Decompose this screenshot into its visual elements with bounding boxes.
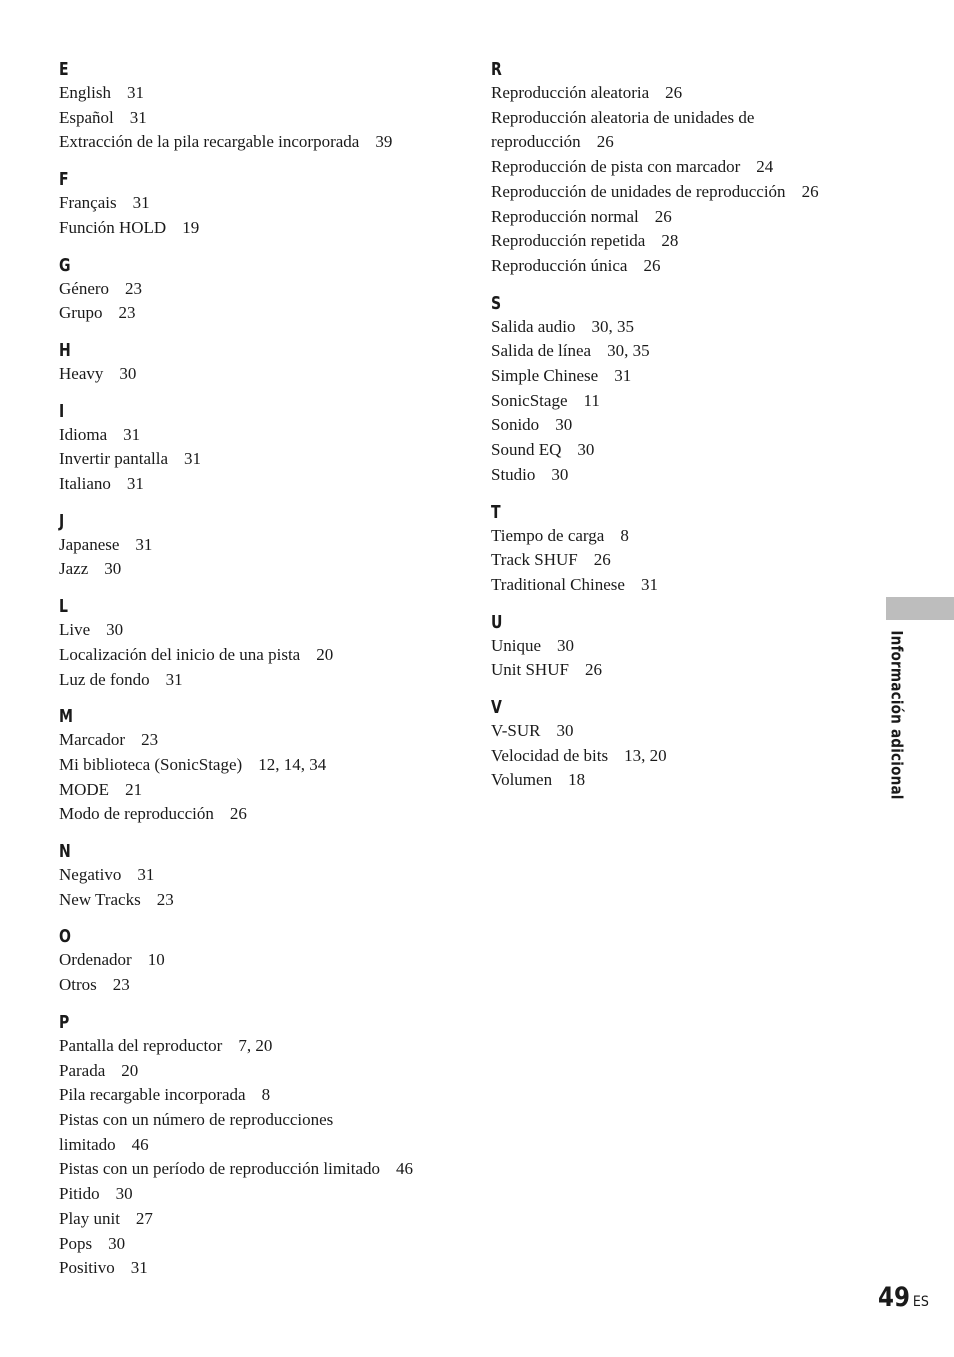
- index-entry: [59, 191, 459, 216]
- index-entry: [59, 557, 459, 582]
- index-entry-term: English: [59, 83, 111, 102]
- index-entry-term: Unique: [491, 635, 542, 655]
- index-entry-term: Sonido: [491, 415, 540, 435]
- index-entry-pages: 30: [115, 1184, 133, 1204]
- index-entry-pages: 30: [577, 440, 595, 460]
- section-letter: I: [59, 400, 65, 422]
- section-letter: U: [491, 611, 503, 633]
- page-language-code: ES: [912, 1294, 929, 1310]
- index-entry: [491, 106, 871, 155]
- index-entry-term-continuation: reproducción: [491, 132, 581, 152]
- index-entry-pages: 46: [396, 1159, 414, 1179]
- index-entry-pages: 28: [661, 231, 679, 251]
- index-entry-pages: 30: [106, 620, 124, 640]
- index-entry-pages: 24: [756, 157, 774, 177]
- index-entry-pages: 30: [119, 363, 137, 383]
- index-entry-pages: 26: [801, 181, 819, 201]
- index-entry-pages: 8: [620, 525, 629, 545]
- index-entry-term: Volumen: [491, 770, 553, 790]
- index-entry-term: Luz de fondo: [59, 669, 150, 689]
- index-entry: [491, 254, 871, 279]
- index-entry: [59, 863, 459, 888]
- index-entry-term: Reproducción normal: [491, 206, 639, 226]
- index-entry-term: Grupo: [59, 303, 103, 323]
- index-entry-term: Unit SHUF: [491, 660, 569, 680]
- index-entry-pages: 11: [583, 390, 600, 410]
- index-entry: [491, 438, 871, 463]
- index-section-p: [59, 1011, 459, 1281]
- index-entry-term: Studio: [491, 464, 536, 484]
- index-entry-pages: 26: [593, 550, 611, 570]
- index-entry: [59, 1182, 459, 1207]
- index-entry-term: Ordenador: [59, 950, 132, 970]
- index-entry: [491, 768, 871, 793]
- index-entry: [59, 277, 459, 302]
- index-entry: [59, 1108, 459, 1157]
- index-entry-pages: 31: [137, 865, 155, 885]
- index-entry-term: Heavy: [59, 363, 104, 383]
- index-entry-pages: 30, 35: [607, 341, 650, 361]
- index-entry: [59, 1034, 459, 1059]
- index-entry-term: Reproducción repetida: [491, 231, 646, 251]
- section-letter: F: [59, 169, 69, 191]
- index-entry-term: Jazz: [59, 559, 89, 579]
- index-entry: [491, 81, 871, 106]
- index-entry-pages: 12, 14, 34: [258, 754, 327, 774]
- index-entry-pages: 21: [125, 779, 143, 799]
- index-entry-term: Play unit: [59, 1208, 120, 1228]
- index-entry: [59, 216, 459, 241]
- section-letter: N: [59, 841, 71, 863]
- index-entry-pages: 30, 35: [591, 316, 635, 336]
- index-entry-pages: 10: [147, 950, 165, 970]
- section-letter: O: [59, 926, 71, 948]
- index-entry-term: Reproducción de unidades de reproducción: [491, 181, 786, 201]
- index-section-i: [59, 400, 459, 497]
- index-entry: [59, 447, 459, 472]
- index-entry: [59, 643, 459, 668]
- index-entry-pages: 26: [654, 206, 672, 226]
- index-entry-term: Pantalla del reproductor: [59, 1035, 223, 1055]
- index-entry-pages: 30: [108, 1233, 126, 1253]
- index-entry-pages: 26: [584, 660, 602, 680]
- index-entry: [491, 229, 871, 254]
- index-entry-term: Japanese: [59, 534, 120, 554]
- index-entry-pages: 31: [126, 474, 144, 494]
- index-entry-pages: 23: [118, 303, 136, 323]
- index-entry-term: Français: [59, 193, 117, 213]
- index-entry-term: Salida de línea: [491, 341, 592, 361]
- index-entry-term: Mi biblioteca (SonicStage): [59, 754, 243, 774]
- index-entry: [59, 802, 459, 827]
- index-entry: [59, 81, 459, 106]
- index-entry-pages: 23: [141, 730, 159, 750]
- index-entry: [491, 205, 871, 230]
- index-entry: [59, 1059, 459, 1084]
- index-entry-pages: 30: [557, 635, 575, 655]
- index-entry-term: Pistas con un período de reproducción limitado: [59, 1159, 381, 1179]
- index-section-s: [491, 292, 871, 488]
- index-entry-pages: 30: [556, 721, 574, 741]
- section-side-label: [888, 615, 907, 814]
- index-entry-term: Parada: [59, 1060, 106, 1080]
- index-entry-term: Positivo: [59, 1258, 115, 1278]
- index-entry: [491, 339, 871, 364]
- section-letter: R: [491, 59, 502, 80]
- index-entry: [491, 315, 871, 340]
- index-entry-term: Live: [59, 620, 91, 640]
- index-section-l: [59, 595, 459, 692]
- index-entry-term: Extracción de la pila recargable incorporada: [59, 132, 360, 152]
- index-entry: [59, 130, 459, 155]
- index-entry-term: Track SHUF: [491, 550, 578, 570]
- index-entry-term: Pops: [59, 1233, 93, 1253]
- index-section-t: [491, 501, 871, 598]
- index-entry-term: Traditional Chinese: [491, 574, 625, 594]
- index-entry: [491, 634, 871, 659]
- index-entry-pages: 39: [375, 132, 393, 152]
- section-letter: T: [491, 501, 501, 523]
- index-entry-term: Género: [59, 278, 110, 298]
- index-section-v: [491, 696, 871, 793]
- index-entry: [59, 753, 459, 778]
- index-entry: [59, 1157, 459, 1182]
- index-entry: [491, 155, 871, 180]
- index-entry-term: SonicStage: [491, 390, 568, 410]
- index-entry-pages: 31: [165, 669, 183, 689]
- index-entry-term: Simple Chinese: [491, 366, 599, 386]
- index-entry-pages: 20: [316, 644, 334, 664]
- index-entry-pages: 26: [229, 804, 247, 824]
- index-entry-term: Tiempo de carga: [491, 525, 605, 545]
- index-entry-term: Reproducción aleatoria de unidades de: [491, 107, 755, 127]
- index-entry: [59, 1207, 459, 1232]
- index-entry-pages: 31: [132, 193, 150, 213]
- index-entry: [59, 472, 459, 497]
- index-entry: [59, 973, 459, 998]
- index-entry-term: Italiano: [59, 474, 111, 494]
- index-entry: [491, 389, 871, 414]
- index-entry-term-continuation: limitado: [59, 1134, 116, 1154]
- index-entry: [59, 1256, 459, 1281]
- index-entry-term: Negativo: [59, 865, 122, 885]
- section-letter: P: [59, 1011, 70, 1033]
- index-entry-pages: 8: [261, 1085, 271, 1105]
- section-letter: J: [59, 510, 65, 532]
- section-letter: G: [59, 254, 71, 276]
- index-entry: [59, 778, 459, 803]
- index-section-h: [59, 339, 459, 387]
- index-entry-pages: 31: [129, 107, 147, 127]
- index-entry-pages: 13, 20: [624, 745, 667, 765]
- index-entry-pages: 31: [184, 449, 202, 469]
- section-letter: H: [59, 339, 71, 361]
- index-entry-pages: 31: [130, 1258, 148, 1278]
- index-entry-term: Español: [59, 107, 114, 127]
- index-entry-pages: 30: [104, 559, 122, 579]
- index-entry: [491, 180, 871, 205]
- section-letter: V: [491, 697, 502, 719]
- index-entry: [491, 658, 871, 683]
- index-entry-pages: 30: [551, 464, 569, 484]
- index-section-e: [59, 58, 459, 155]
- index-entry: [59, 1232, 459, 1257]
- index-entry-term: Velocidad de bits: [491, 745, 609, 765]
- index-entry-pages: 26: [643, 255, 661, 275]
- index-section-g: [59, 254, 459, 326]
- index-section-m: [59, 705, 459, 827]
- index-entry: [59, 106, 459, 131]
- index-entry: [59, 423, 459, 448]
- index-entry: [491, 364, 871, 389]
- section-letter: L: [59, 596, 68, 618]
- index-entry-pages: 46: [131, 1134, 149, 1154]
- index-entry-pages: 26: [596, 132, 614, 152]
- index-entry-term: Reproducción de pista con marcador: [491, 157, 741, 177]
- index-entry-term: Modo de reproducción: [59, 804, 214, 824]
- index-entry-term: Pistas con un número de reproducciones: [59, 1109, 334, 1129]
- index-entry: [491, 719, 871, 744]
- section-letter: M: [59, 706, 73, 728]
- index-section-j: [59, 510, 459, 582]
- index-entry-term: Pila recargable incorporada: [59, 1085, 246, 1105]
- index-section-n: [59, 840, 459, 912]
- index-section-u: [491, 611, 871, 683]
- index-entry: [59, 728, 459, 753]
- index-entry-term: Reproducción aleatoria: [491, 83, 650, 102]
- index-entry: [59, 948, 459, 973]
- index-entry: [491, 744, 871, 769]
- index-entry-term: Sound EQ: [491, 440, 562, 460]
- index-entry-term: New Tracks: [59, 889, 141, 909]
- index-entry: [491, 413, 871, 438]
- section-letter: S: [491, 292, 502, 314]
- index-entry-term: MODE: [59, 779, 110, 799]
- index-entry: [491, 463, 871, 488]
- index-entry-pages: 26: [665, 83, 683, 102]
- section-side-label-text: Información adicional: [887, 630, 907, 800]
- index-entry-pages: 23: [112, 975, 130, 995]
- index-entry-pages: 31: [135, 534, 153, 554]
- index-section-f: [59, 168, 459, 240]
- page-number-value: 49: [878, 1282, 910, 1313]
- index-entry-pages: 19: [182, 217, 200, 237]
- index-section-r: [491, 58, 871, 279]
- index-entry-pages: 30: [555, 415, 573, 435]
- index-entry-term: Función HOLD: [59, 217, 167, 237]
- index-entry-pages: 31: [126, 83, 144, 102]
- index-section-o: [59, 925, 459, 997]
- index-column-left: [59, 58, 459, 1294]
- index-column-right: [491, 58, 871, 806]
- index-entry: [59, 668, 459, 693]
- index-entry-pages: 31: [640, 574, 658, 594]
- index-entry: [59, 362, 459, 387]
- index-entry: [59, 533, 459, 558]
- index-entry-pages: 23: [156, 889, 174, 909]
- index-entry: [59, 888, 459, 913]
- index-entry-term: Reproducción única: [491, 255, 628, 275]
- index-entry-pages: 18: [568, 770, 586, 790]
- index-entry: [491, 548, 871, 573]
- index-entry-pages: 31: [123, 424, 141, 444]
- index-entry-term: Salida audio: [491, 316, 576, 336]
- index-entry-pages: 23: [125, 278, 143, 298]
- index-entry-pages: 20: [121, 1060, 139, 1080]
- index-entry-term: V-SUR: [491, 721, 541, 741]
- index-entry: [491, 573, 871, 598]
- index-entry-term: Pitido: [59, 1184, 100, 1204]
- index-entry-pages: 7, 20: [238, 1035, 273, 1055]
- index-entry-term: Otros: [59, 975, 97, 995]
- index-entry-pages: 31: [614, 366, 632, 386]
- index-entry: [59, 301, 459, 326]
- index-entry: [59, 1083, 459, 1108]
- index-entry: [59, 618, 459, 643]
- index-entry-term: Localización del inicio de una pista: [59, 644, 301, 664]
- index-entry-term: Invertir pantalla: [59, 449, 169, 469]
- index-entry-pages: 27: [135, 1208, 153, 1228]
- index-entry: [491, 524, 871, 549]
- index-entry-term: Idioma: [59, 424, 108, 444]
- page-number: [878, 1282, 929, 1318]
- section-letter: E: [59, 59, 69, 80]
- index-entry-term: Marcador: [59, 730, 126, 750]
